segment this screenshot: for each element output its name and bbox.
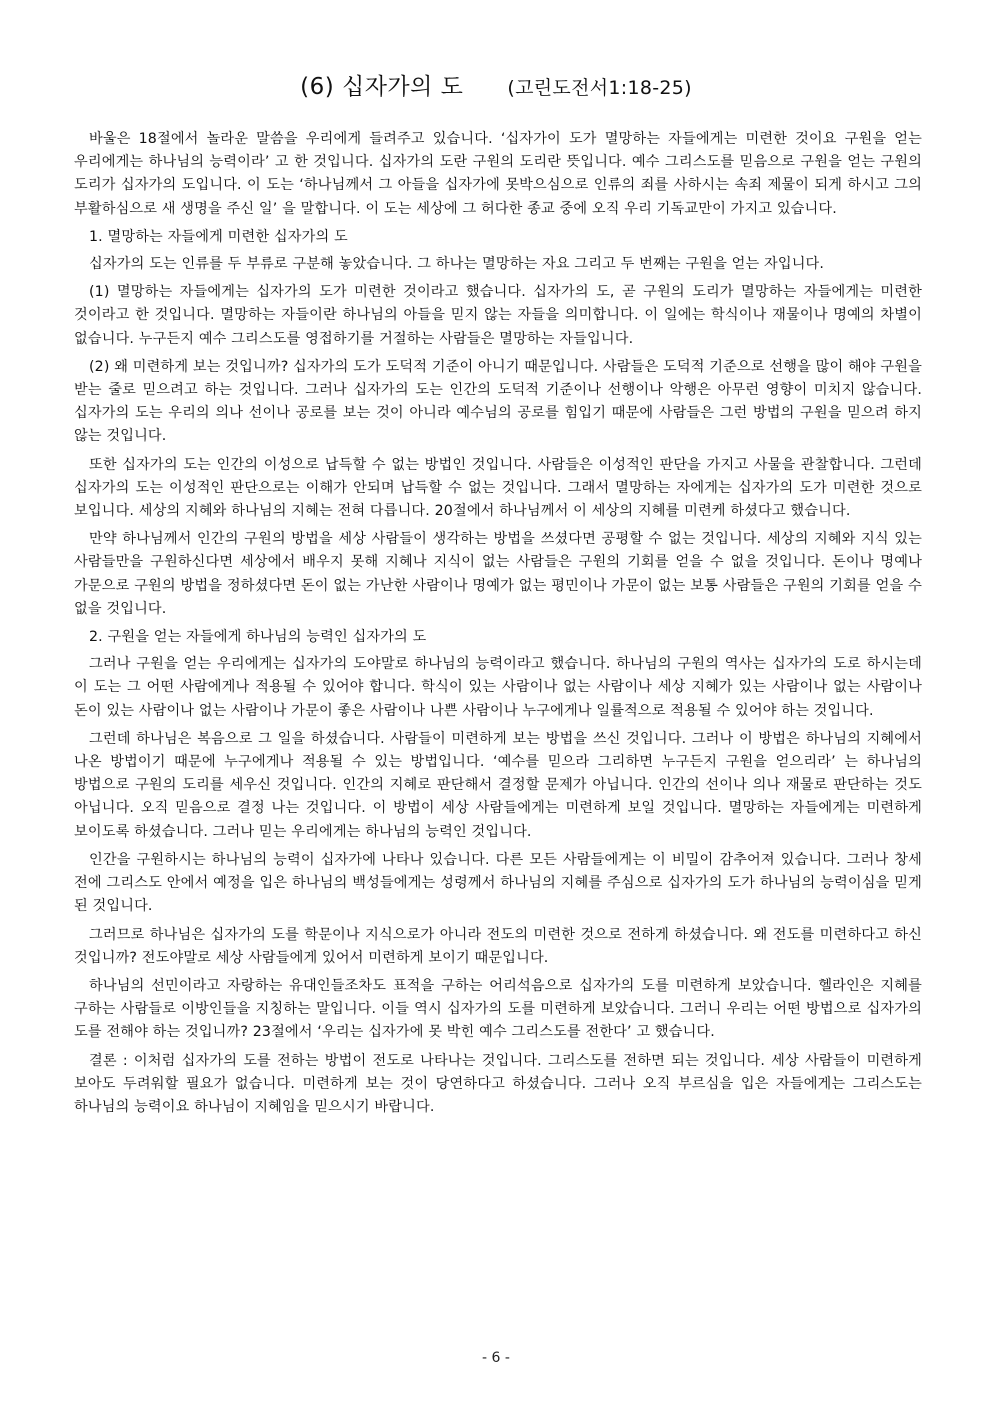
paragraph-conclusion: 결론 : 이처럼 십자가의 도를 전하는 방법이 전도로 나타나는 것입니다. 그리스도를 전하면 되는 것입니다. 세상 사람들이 미련하게 보아도 두려워할 필요가 없습니다. 미련하게 보는 것이 당연하다고 하셨습니다. 그러나 오직 부르심을 입은 자들에게는 그리스도는 하나님의 능력이요 하나님이 지혜임을 믿으시기 바랍니다. bbox=[74, 1052, 922, 1115]
paragraph: 십자가의 도는 인류를 두 부류로 구분해 놓았습니다. 그 하나는 멸망하는 자요 그리고 두 번째는 구원을 얻는 자입니다. bbox=[89, 256, 825, 273]
paragraph: 하나님의 선민이라고 자랑하는 유대인들조차도 표적을 구하는 어리석음으로 십자가의 도를 미련하게 보았습니다. 헬라인은 지혜를 구하는 사람들로 이방인들을 지칭하는 말입니다. 이들 역시 십자가의 도를 미련하게 보았습니다. 그러니 우리는 어떤 방법으로 십자가의 도를 전해야 하는 것입니까? 23절에서 ‘우리는 십자가에 못 박힌 예수 그리스도를 전한다’ 고 했습니다. bbox=[74, 977, 922, 1041]
paragraph: 그러므로 하나님은 십자가의 도를 학문이나 지식으로가 아니라 전도의 미련한 것으로 전하게 하셨습니다. 왜 전도를 미련하다고 하신 것입니까? 전도야말로 세상 사람들에게 있어서 미련하게 보이기 때문입니다. bbox=[74, 926, 922, 966]
section-heading-2: 2. 구원을 얻는 자들에게 하나님의 능력인 십자가의 도 bbox=[89, 629, 427, 646]
paragraph: 만약 하나님께서 인간의 구원의 방법을 세상 사람들이 생각하는 방법을 쓰셨다면 공평할 수 없는 것입니다. 세상의 지혜와 지식 있는 사람들만을 구원하신다면 세상에서 배우지 못해 지혜나 지식이 없는 사람들은 구원의 기회를 얻을 수 없을 것입니다. 돈이나 명예나 가문으로 구원의 방법을 정하셨다면 돈이 없는 가난한 사람이나 명예가 없는 평민이나 가문이 없는 보통 사람들은 구원의 기회를 얻을 수 없을 것입니다. bbox=[74, 531, 922, 617]
paragraph: 또한 십자가의 도는 인간의 이성으로 납득할 수 없는 방법인 것입니다. 사람들은 이성적인 판단을 가지고 사물을 관찰합니다. 그런데 십자가의 도는 이성적인 판단으로는 이해가 안되며 납득할 수 없는 것입니다. 그래서 멸망하는 자에게는 십자가의 도가 미련한 것으로 보입니다. 세상의 지혜와 하나님의 지혜는 전혀 다릅니다. 20절에서 하나님께서 이 세상의 지혜를 미련케 하셨다고 했습니다. bbox=[74, 456, 922, 520]
scripture-reference: (고린도전서1:18-25) bbox=[507, 77, 692, 99]
page-title: (6) 십자가의 도 bbox=[300, 74, 464, 100]
document-body bbox=[74, 128, 922, 1124]
paragraph: 인간을 구원하시는 하나님의 능력이 십자가에 나타나 있습니다. 다른 모든 사람들에게는 이 비밀이 감추어져 있습니다. 그러나 창세 전에 그리스도 안에서 예정을 입은 하나님의 백성들에게는 성령께서 하나님의 지혜를 주심으로 십자가의 도가 하나님의 능력이심을 믿게 된 것입니다. bbox=[74, 851, 922, 915]
paragraph: 그러나 구원을 얻는 우리에게는 십자가의 도야말로 하나님의 능력이라고 했습니다. 하나님의 구원의 역사는 십자가의 도로 하시는데 이 도는 그 어떤 사람에게나 적용될 수 있어야 합니다. 학식이 있는 사람이나 없는 사람이나 세상 지혜가 있는 사람이나 없는 사람이나 돈이 있는 사람이나 없는 사람이나 가문이 좋은 사람이나 나쁜 사람이나 누구에게나 일률적으로 적용될 수 있어야 하는 것입니다. bbox=[74, 656, 922, 719]
paragraph: (2) 왜 미련하게 보는 것입니까? 십자가의 도가 도덕적 기준이 아니기 때문입니다. 사람들은 도덕적 기준으로 선행을 많이 해야 구원을 받는 줄로 믿으려고 하는 것입니다. 그러나 십자가의 도는 인간의 도덕적 기준이나 선행이나 악행은 아무런 영향이 미치지 않습니다. 십자가의 도는 우리의 의나 선이나 공로를 보는 것이 아니라 예수님의 공로를 힘입기 때문에 사람들은 그런 방법의 구원을 믿으려 하지 않는 것입니다. bbox=[74, 358, 922, 445]
paragraph: 그런데 하나님은 복음으로 그 일을 하셨습니다. 사람들이 미련하게 보는 방법을 쓰신 것입니다. 그러나 이 방법은 하나님의 지혜에서 나온 방법이기 때문에 누구에게나 적용될 수 있는 방법입니다. ‘예수를 믿으라 그리하면 누구든지 구원을 얻으리라’ 는 하나님의 방법으로 구원의 도리를 세우신 것입니다. 인간의 지혜로 판단해서 결정할 문제가 아닙니다. 인간의 선이나 의나 재물로 판단하는 것도 아닙니다. 오직 믿음으로 결정 나는 것입니다. 이 방법이 세상 사람들에게는 미련하게 보일 것입니다. 멸망하는 자들에게는 미련하게 보이도록 하셨습니다. 그러나 믿는 우리에게는 하나님의 능력인 것입니다. bbox=[74, 730, 922, 840]
section-heading-1: 1. 멸망하는 자들에게 미련한 십자가의 도 bbox=[89, 228, 348, 245]
title-row bbox=[0, 68, 992, 101]
page-number: - 6 - bbox=[482, 1350, 510, 1366]
paragraph: (1) 멸망하는 자들에게는 십자가의 도가 미련한 것이라고 했습니다. 십자가의 도, 곧 구원의 도리가 멸망하는 자들에게는 미련한 것이라고 한 것입니다. 멸망하는 자들이란 하나님의 아들을 믿지 않는 자들을 의미합니다. 이 일에는 학식이나 재물이나 명예의 차별이 없습니다. 누구든지 예수 그리스도를 영접하기를 거절하는 사람들은 멸망하는 자들입니다. bbox=[74, 284, 922, 347]
paragraph-intro: 바울은 18절에서 놀라운 말씀을 우리에게 들려주고 있습니다. ‘십자가이 도가 멸망하는 자들에게는 미련한 것이요 구원을 얻는 우리에게는 하나님의 능력이라’ 고 한 것입니다. 십자가의 도란 구원의 도리란 뜻입니다. 예수 그리스도를 믿음으로 구원을 얻는 구원의 도리가 십자가의 도입니다. 이 도는 ‘하나님께서 그 아들을 십자가에 못박으심으로 인류의 죄를 사하시는 속죄 제물이 되게 하시고 그의 부활하심으로 새 생명을 주신 일’ 을 말합니다. 이 도는 세상에 그 허다한 종교 중에 오직 우리 기독교만이 가지고 있습니다. bbox=[74, 131, 922, 217]
